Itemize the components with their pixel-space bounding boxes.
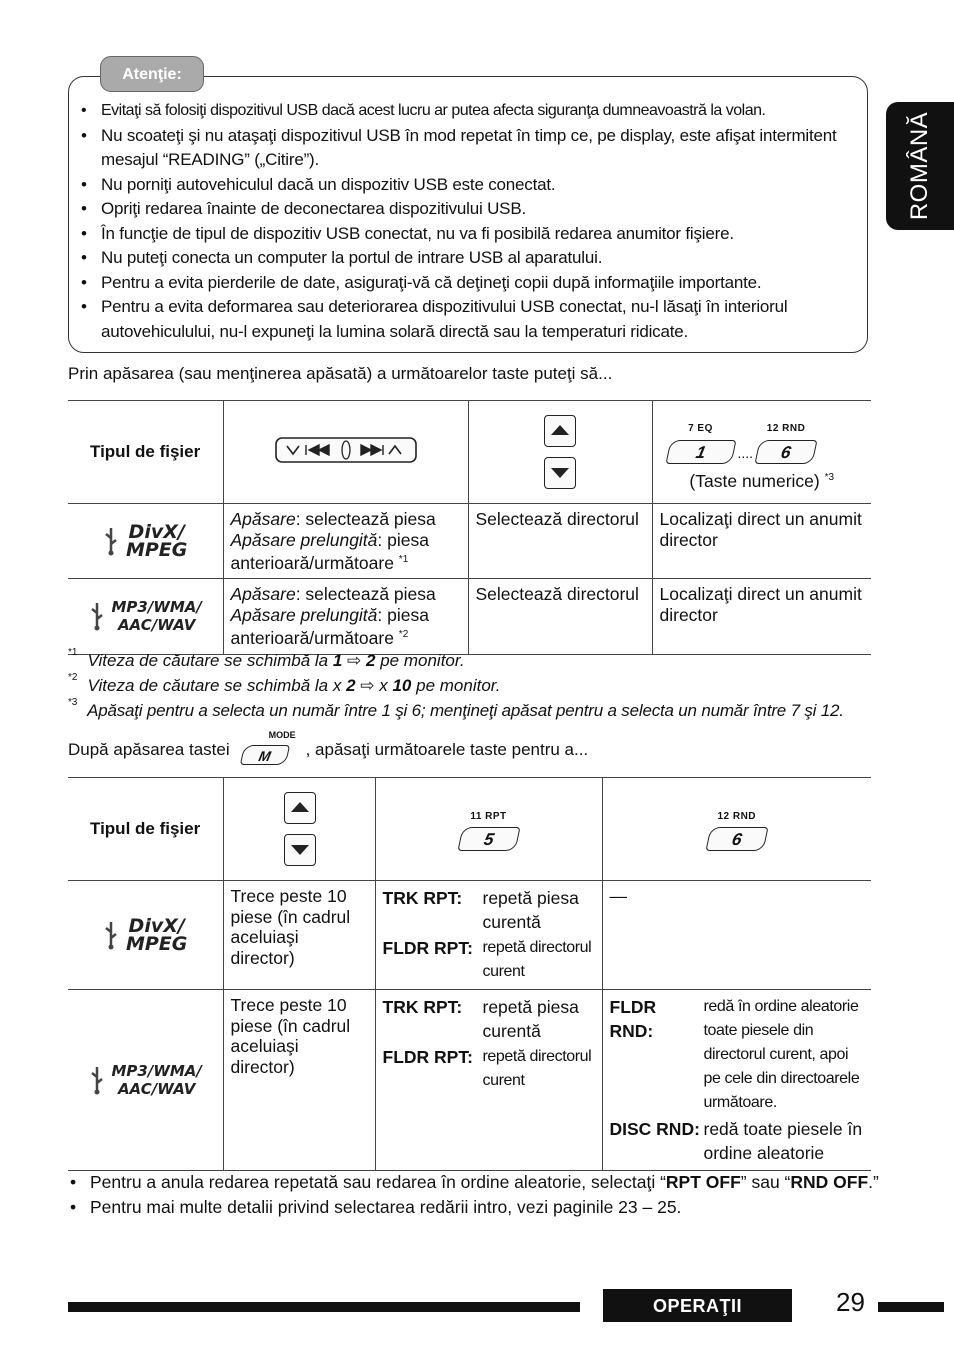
caution-item: • Nu porniţi autovehiculul dacă un dispozitiv USB este conectat. (79, 173, 861, 198)
footer-bar-left (68, 1302, 580, 1312)
press-text: : selectează piesa (295, 509, 436, 529)
notes-list (68, 1170, 888, 1220)
caution-item: • În funcţie de tipul de dispozitiv USB conectat, nu va fi posibilă redarea anumitor fişiere. (79, 222, 861, 247)
caution-box (68, 76, 868, 353)
language-label: ROMÂNĂ (906, 111, 933, 221)
footnote-ref: *3 (824, 471, 835, 483)
note-text: .” (868, 1172, 879, 1192)
arrow-icon: ⇨ (360, 676, 375, 695)
footnote-text: Apăsaţi pentru a selecta un număr între 1 şi 6; menţineţi apăsat pentru a selecta un număr între 7 şi 12. (87, 701, 844, 720)
mode-key-label: MODE (268, 730, 296, 740)
numeric-description: Localizaţi direct un anumit director (652, 504, 871, 579)
usb-icon (89, 1065, 105, 1095)
note-keyword: RND OFF (790, 1172, 869, 1192)
caution-list (69, 77, 867, 344)
logo-line: MP3/WMA/ (111, 598, 202, 617)
numeric-description: Localizaţi direct un anumit director (652, 579, 871, 654)
button-5-icon: 5 (457, 827, 520, 851)
file-type-header: Tipul de fişier (68, 401, 223, 504)
numeric-keys-label: (Taste numerice) (689, 470, 820, 491)
logo-line: DivX/ (128, 521, 185, 544)
up-button-icon (544, 415, 576, 447)
language-tab (886, 102, 954, 230)
ellipsis: .... (737, 445, 754, 461)
button-5-cell (375, 778, 602, 881)
footnote-text: Viteza de căutare se schimbă la (87, 651, 333, 670)
mode-key-icon (236, 730, 300, 767)
footnote-ref: *1 (398, 554, 409, 565)
usb-icon (103, 526, 119, 556)
mode-instruction (68, 730, 589, 767)
caution-item: • Opriţi redarea înainte de deconectarea dispozitivului USB. (79, 197, 861, 222)
divx-logo (68, 881, 223, 990)
folder-description: Selectează directorul (468, 504, 652, 579)
mode-post-text: , apăsaţi următoarele taste pentru a... (305, 740, 589, 759)
logo-line: MP3/WMA/ (111, 1062, 202, 1080)
fldr-rpt-key: FLDR RPT: (382, 1047, 473, 1067)
section-label: OPERAŢII (603, 1289, 792, 1322)
button-6-cell (602, 778, 871, 881)
caution-title: Atenţie: (100, 56, 204, 92)
arrow-icon: ⇨ (347, 651, 362, 670)
footnote-text: pe monitor. (411, 676, 501, 695)
button-6-icon: 6 (705, 827, 768, 851)
footnote-value: 2 (366, 651, 376, 670)
note-keyword: RPT OFF (665, 1172, 741, 1192)
footnote-mark: *3 (68, 697, 78, 709)
footnote-mark: *1 (68, 647, 78, 659)
disc-rnd-value: redă toate piesele în ordine aleatorie (703, 1119, 863, 1163)
skip-description (223, 504, 468, 579)
press-label: Apăsare (230, 509, 296, 529)
logo-line: AAC/WAV (117, 1080, 196, 1098)
footnote-3 (68, 697, 844, 721)
footnote-1 (68, 647, 465, 671)
footer-bar-right (878, 1302, 944, 1312)
up-button-icon (284, 792, 316, 824)
trk-rpt-key: TRK RPT: (382, 997, 463, 1017)
down-button-icon (544, 457, 576, 489)
footnote-value: 10 (392, 676, 412, 695)
caution-item: • Nu scoateţi şi nu ataşaţi dispozitivul USB în mod repetat în timp ce, pe display, este afişat intermitent mesajul “READING” („Citire”). (79, 124, 861, 173)
footnote-value: 1 (332, 651, 343, 670)
note-text: Pentru a anula redarea repetată sau redarea în ordine aleatorie, selectaţi “ (90, 1172, 666, 1192)
skip-rocker-icon (273, 435, 419, 465)
logo-line: MPEG (125, 539, 188, 562)
button-6-label: 12 RND (766, 423, 806, 434)
skip-description (223, 579, 468, 654)
fldr-rpt-value: repetă directorul curent (482, 939, 592, 980)
controls-table (68, 400, 871, 655)
caution-item: • Evitaţi să folosiţi dispozitivul USB dacă acest lucru ar putea afecta siguranţa dumneavoastră la volan. (79, 99, 861, 124)
footnote-text: Viteza de căutare se schimbă la x (87, 676, 347, 695)
fldr-rpt-key: FLDR RPT: (382, 938, 473, 958)
button-6-icon: 6 (755, 440, 818, 464)
fldr-rpt-value: repetă directorul curent (482, 1048, 592, 1089)
page-number: 29 (836, 1287, 865, 1317)
disc-rnd-key: DISC RND: (609, 1119, 700, 1139)
numeric-buttons-cell (652, 401, 871, 504)
mode-key-button: M (239, 745, 289, 765)
random-description (602, 990, 871, 1171)
trk-rpt-value: repetă piesa curentă (482, 997, 579, 1041)
caution-item: • Pentru a evita pierderile de date, asiguraţi-vă că deţineţi copii după informaţiile importante. (79, 271, 861, 296)
folder-skip-description: Trece peste 10 piese (în cadrul aceluiaşi director) (223, 990, 375, 1171)
usb-icon (103, 920, 119, 950)
hold-label: Apăsare prelungită (230, 529, 378, 550)
mp3-logo (68, 579, 223, 654)
folder-description: Selectează directorul (468, 579, 652, 654)
hold-text: : piesa anterioară/următoare (230, 529, 429, 573)
random-description: — (602, 881, 871, 990)
note-text: ” sau “ (740, 1172, 791, 1192)
button-5-label: 11 RPT (470, 810, 507, 822)
logo-line: DivX/ (128, 915, 185, 937)
mode-pre-text: După apăsarea tastei (68, 740, 230, 759)
note-item: • Pentru mai multe detalii privind selectarea redării intro, vezi paginile 23 – 25. (68, 1195, 888, 1220)
press-text: : selectează piesa (295, 584, 436, 605)
folder-buttons-cell (223, 778, 375, 881)
hold-label: Apăsare prelungită (230, 604, 378, 625)
button-1-icon: 1 (665, 440, 736, 464)
mode-table (68, 777, 871, 1171)
repeat-description (375, 881, 602, 990)
footnote-text: pe monitor. (375, 651, 465, 670)
fldr-rnd-value: redă în ordine aleatorie toate piesele din directorul curent, apoi pe cele din directoarele următoare. (703, 998, 860, 1111)
footnote-text: x (374, 676, 393, 695)
file-type-header: Tipul de fişier (68, 778, 223, 881)
footnote-value: 2 (346, 676, 356, 695)
footnote-mark: *2 (68, 672, 78, 684)
trk-rpt-key: TRK RPT: (382, 888, 463, 908)
mp3-logo (68, 990, 223, 1171)
footnote-ref: *2 (398, 629, 409, 641)
footnote-2 (68, 672, 501, 696)
logo-line: AAC/WAV (117, 616, 196, 635)
note-item (68, 1170, 888, 1195)
intro-text: Prin apăsarea (sau menţinerea apăsată) a următoarelor taste puteţi să... (68, 364, 613, 383)
folder-skip-description: Trece peste 10 piese (în cadrul aceluiaşi director) (223, 881, 375, 990)
button-6-label: 12 RND (717, 810, 757, 822)
fldr-rnd-key: FLDR RND: (609, 997, 657, 1041)
button-1-label: 7 EQ (688, 423, 713, 434)
trk-rpt-value: repetă piesa curentă (482, 888, 579, 932)
skip-button-cell (223, 401, 468, 504)
press-label: Apăsare (230, 584, 296, 605)
divx-logo (68, 504, 223, 579)
usb-icon (89, 601, 105, 631)
caution-item: • Pentru a evita deformarea sau deteriorarea dispozitivului USB conectat, nu-l lăsaţi în interiorul autovehiculului, nu-l expuneţi la lumina solară directă sau la temperaturi ridicate. (79, 295, 861, 344)
hold-text: : piesa anterioară/următoare (230, 604, 429, 649)
repeat-description (375, 990, 602, 1171)
logo-line: MPEG (125, 933, 188, 955)
down-button-icon (284, 834, 316, 866)
folder-buttons-cell (468, 401, 652, 504)
caution-item: • Nu puteţi conecta un computer la portul de intrare USB al aparatului. (79, 246, 861, 271)
